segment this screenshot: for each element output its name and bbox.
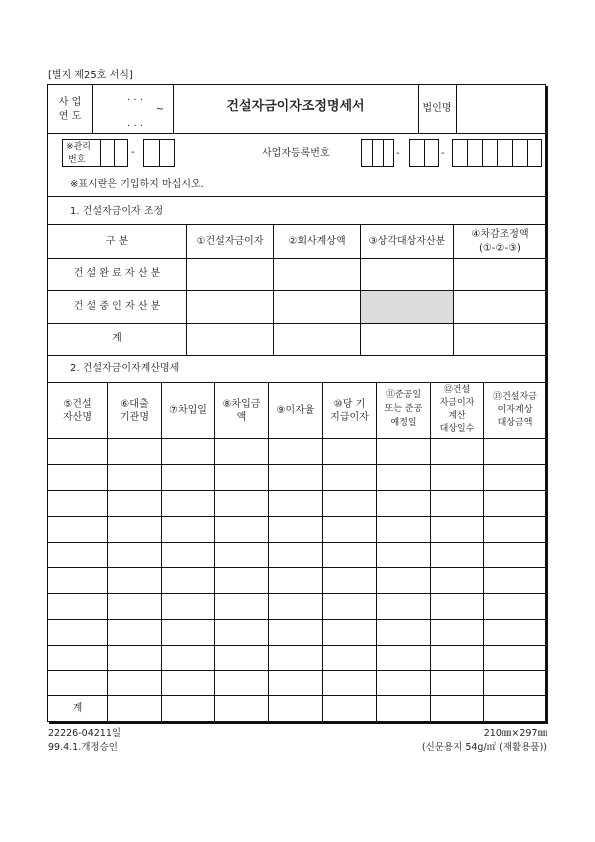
business-year-label: 연 도: [58, 111, 82, 122]
table-row: [47, 670, 546, 671]
header-divider: [92, 84, 93, 133]
rule: [47, 355, 546, 356]
footer-approval: 99.4.1.개정승인: [48, 742, 118, 753]
s2-header-6: 기관명: [120, 412, 149, 423]
s2-header-11: 또는 준공: [384, 404, 423, 414]
form-title: 건설자금이자조정명세서: [226, 99, 365, 114]
corp-name-field[interactable]: [457, 85, 545, 132]
business-year-end[interactable]: . . .: [127, 118, 143, 129]
bizreg-label: 사업자등록번호: [262, 148, 330, 159]
s1-header-3: ③상각대상자산분: [368, 236, 446, 247]
business-year-tilde: ~: [155, 104, 165, 115]
rule: [47, 258, 546, 259]
rule: [47, 438, 546, 439]
bizreg-box-divider: [383, 139, 384, 167]
shaded-cell: [361, 291, 453, 323]
s1-header-4-formula: (①-②-③): [479, 243, 521, 254]
section1-title: 1. 건설자금이자 조정: [70, 206, 164, 217]
rule: [47, 196, 546, 197]
col-divider: [268, 382, 269, 722]
bizreg-box-divider: [497, 139, 498, 167]
table-row: [47, 542, 546, 543]
s2-header-13: ⑬건설자금: [493, 392, 537, 402]
s1-row-label: 계: [112, 333, 122, 344]
s2-header-12: 자금이자: [439, 398, 475, 408]
s2-header-8: ⑧차입금: [222, 399, 261, 410]
mgmt-box-divider: [159, 139, 160, 167]
rule: [47, 224, 546, 225]
col-divider: [161, 382, 162, 722]
business-year-start[interactable]: . . .: [127, 92, 143, 103]
footer-paper-type: (신문용지 54g/㎡ (재활용품)): [421, 742, 547, 753]
rule: [47, 323, 546, 324]
table-row: [47, 695, 546, 696]
col-divider: [107, 382, 108, 722]
s1-header-category: 구 분: [105, 236, 129, 247]
mgmt-number-label: 번호: [68, 155, 86, 165]
table-row: [47, 619, 546, 620]
s2-header-8: 액: [236, 412, 247, 423]
footer-form-code: 22226-04211일: [48, 728, 122, 739]
note-text: ※표시란은 기입하지 마십시오.: [70, 179, 204, 190]
table-row: [47, 464, 546, 465]
corp-name-label: 법인명: [422, 103, 452, 114]
header-bottom-rule: [47, 133, 546, 134]
mgmt-number-label: ※관리: [66, 142, 91, 152]
s2-header-5: ⑤건설: [63, 399, 92, 410]
s1-row-label: 건 설 중 인 자 산 분: [73, 301, 161, 312]
s2-header-12: 계산: [448, 411, 466, 421]
footer-paper-size: 210㎜×297㎜: [483, 728, 547, 739]
table-row: [47, 645, 546, 646]
s2-header-12: ⑫건설: [443, 385, 471, 395]
s2-header-13: 이자계상: [497, 405, 533, 415]
s2-header-6: ⑥대출: [120, 399, 149, 410]
table-row: [47, 490, 546, 491]
col-divider: [214, 382, 215, 722]
bizreg-box-divider: [482, 139, 483, 167]
col-divider: [483, 382, 484, 722]
s2-header-10: 지급이자: [330, 412, 369, 423]
bizreg-box-1[interactable]: [361, 139, 394, 167]
s1-header-1: ①건설자금이자: [196, 236, 264, 247]
rule: [47, 382, 546, 383]
bizreg-box-divider: [467, 139, 468, 167]
section2-title: 2. 건설자금이자계산명세: [70, 363, 180, 374]
s2-header-11: ⑪준공일: [385, 390, 422, 400]
bizreg-box-divider: [424, 139, 425, 167]
col-divider: [376, 382, 377, 722]
s1-header-4: ④차감조정액: [471, 229, 529, 240]
s2-header-9: ⑨이자율: [276, 405, 315, 416]
bizreg-dash: -: [396, 148, 400, 159]
mgmt-dash: -: [131, 147, 135, 158]
mgmt-box-divider: [100, 139, 101, 167]
business-year-label: 사 업: [58, 97, 82, 108]
s2-header-13: 대상금액: [497, 418, 533, 428]
s2-header-7: ⑦차입일: [169, 405, 207, 416]
form-tag: [별지 제25호 서식]: [48, 70, 133, 81]
rule: [47, 290, 546, 291]
col-divider: [322, 382, 323, 722]
mgmt-number-group: [62, 139, 128, 167]
table-row: [47, 516, 546, 517]
table-row: [47, 567, 546, 568]
s2-header-12: 대상일수: [439, 424, 475, 434]
bizreg-box-divider: [372, 139, 373, 167]
bizreg-box-divider: [527, 139, 528, 167]
table-row: [47, 593, 546, 594]
s1-header-2: ②회사계상액: [288, 236, 346, 247]
s2-header-11: 예정일: [390, 418, 417, 428]
s2-total-label: 계: [72, 703, 83, 714]
bizreg-dash: -: [441, 148, 445, 159]
s2-header-5: 자산명: [63, 412, 92, 423]
s2-header-10: ⑩당 기: [333, 399, 366, 410]
bizreg-box-divider: [512, 139, 513, 167]
s1-row-label: 건 설 완 료 자 산 분: [73, 268, 161, 279]
mgmt-box-divider: [114, 139, 115, 167]
